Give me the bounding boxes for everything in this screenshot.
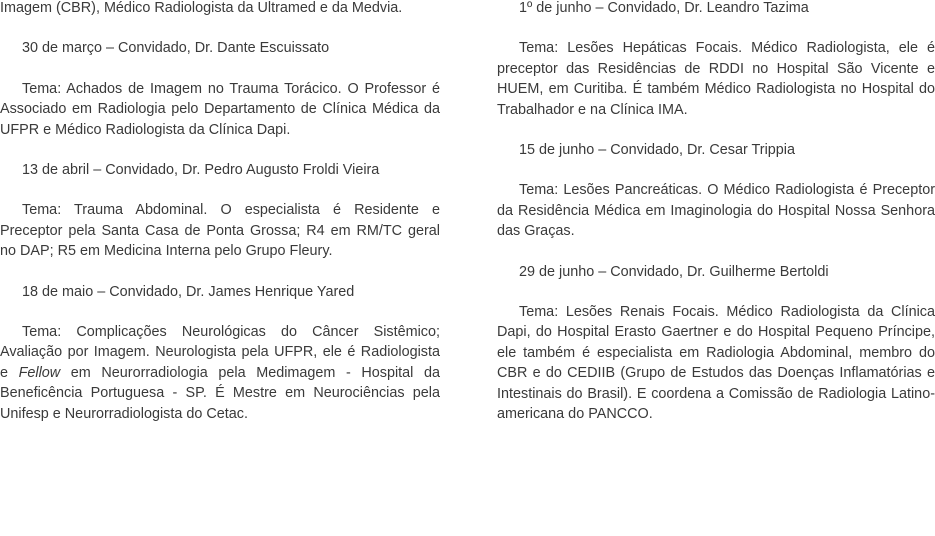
event-heading-april-13: 13 de abril – Convidado, Dr. Pedro Augusto Froldi Vieira	[22, 162, 380, 179]
description-text-part: Tema: Complicações Neurológicas do Câncer Sistêmico; Avaliação por Imagem. Neurologista pela UFPR, ele é Radiologista e	[0, 324, 440, 381]
event-description-june-1: Tema: Lesões Hepáticas Focais. Médico Radiologista, ele é preceptor das Residências de RDDI no Hospital São Vicente e HUEM, em Curitiba. É também Médico Radiologista no Hospital do Trabalhador e na Clínica IMA.	[497, 40, 935, 118]
event-description-may-18	[0, 322, 440, 424]
description-text-part: em Neurorradiologia pela Medimagem - Hospital da Beneficência Portuguesa - SP. É Mestre em Neurociências pela Unifesp e Neurorradiologista do Cetac.	[0, 364, 440, 422]
event-heading-june-1: 1º de junho – Convidado, Dr. Leandro Tazima	[519, 0, 809, 16]
event-heading-march-30: 30 de março – Convidado, Dr. Dante Escuissato	[22, 40, 330, 57]
left-column	[0, 0, 440, 444]
fellow-italic: Fellow	[18, 364, 61, 381]
event-heading-june-15: 15 de junho – Convidado, Dr. Cesar Trippia	[519, 142, 795, 159]
event-heading-may-18: 18 de maio – Convidado, Dr. James Henrique Yared	[22, 283, 355, 300]
event-description-june-29: Tema: Lesões Renais Focais. Médico Radiologista da Clínica Dapi, do Hospital Erasto Gaertner e do Hospital Pequeno Príncipe, ele também é especialista em Radiologia Abdominal, membro do CBR e do CEDIIB (Grupo de Estudos das Doenças Inflamatórias e Intestinais do Brasil). E coordena a Comissão de Radiologia Latino-americana do PANCCO.	[497, 304, 935, 423]
paragraph-continuation: Imagem (CBR), Médico Radiologista da Ultramed e da Medvia.	[0, 0, 403, 16]
event-description-june-15: Tema: Lesões Pancreáticas. O Médico Radiologista é Preceptor da Residência Médica em Imaginologia do Hospital Nossa Senhora das Graças.	[497, 182, 935, 240]
event-description-april-13: Tema: Trauma Abdominal. O especialista é Residente e Preceptor pela Santa Casa de Ponta Grossa; R4 em RM/TC geral no DAP; R5 em Medicina Interna pelo Grupo Fleury.	[0, 202, 440, 260]
right-column	[497, 0, 935, 445]
event-heading-june-29: 29 de junho – Convidado, Dr. Guilherme Bertoldi	[519, 263, 829, 280]
event-description-march-30: Tema: Achados de Imagem no Trauma Torácico. O Professor é Associado em Radiologia pelo Departamento de Clínica Médica da UFPR e Médico Radiologista da Clínica Dapi.	[0, 80, 440, 138]
